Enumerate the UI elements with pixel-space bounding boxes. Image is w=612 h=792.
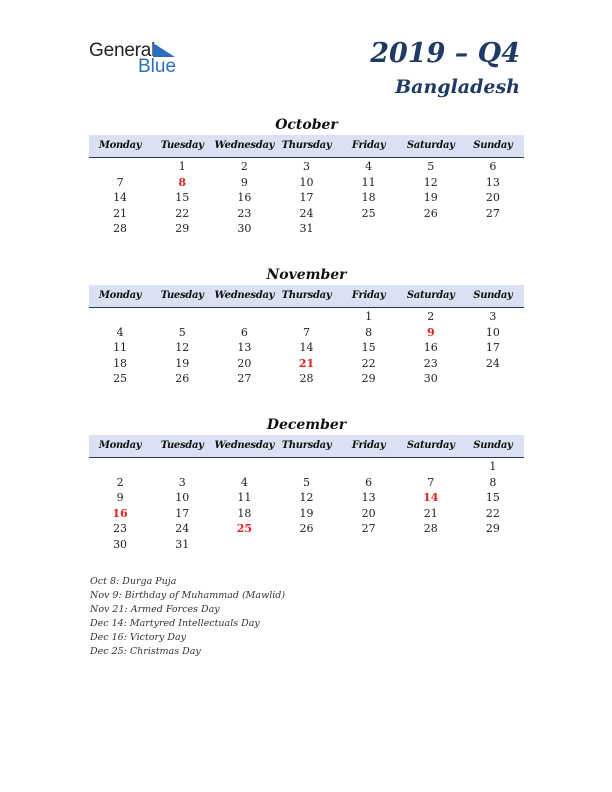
weekday-label: Tuesday <box>160 290 204 301</box>
weekday-label: Tuesday <box>160 440 204 451</box>
day-cell <box>462 371 524 387</box>
day-cell: 2 <box>240 160 248 173</box>
day-cell: 22 <box>175 206 190 220</box>
weekday-label: Saturday <box>406 440 455 451</box>
day-cell: 23 <box>237 206 252 220</box>
day-cell: 1 <box>489 460 497 473</box>
week-row <box>89 521 524 537</box>
day-cell <box>151 309 213 325</box>
day-cell <box>213 309 275 325</box>
day-cell: 19 <box>175 356 190 370</box>
week-row <box>89 159 524 175</box>
week-row <box>89 371 524 387</box>
day-cell <box>400 537 462 553</box>
holiday-note: Oct 8: Durga Puja <box>90 576 177 587</box>
day-cell: 2 <box>116 475 124 489</box>
day-cell: 8 <box>489 475 497 489</box>
day-cell <box>338 459 400 475</box>
day-cell <box>213 537 275 553</box>
day-cell: 5 <box>302 475 310 489</box>
day-cell: 19 <box>299 506 314 520</box>
day-cell: 14 <box>423 491 439 504</box>
day-cell: 27 <box>361 522 376 535</box>
day-cell: 29 <box>175 222 190 235</box>
day-cell: 25 <box>113 372 128 385</box>
week-row <box>89 490 524 506</box>
day-cell: 15 <box>175 191 190 204</box>
day-cell: 7 <box>427 475 435 489</box>
logo-triangle-icon <box>153 43 175 57</box>
day-cell: 12 <box>299 491 314 504</box>
day-cell: 2 <box>427 310 435 323</box>
weekday-label: Tuesday <box>160 140 204 151</box>
month-name: October <box>275 117 338 133</box>
week-row <box>89 325 524 341</box>
day-cell: 11 <box>361 175 376 189</box>
day-cell: 16 <box>423 341 438 354</box>
day-cell <box>275 309 337 325</box>
day-cell: 28 <box>299 372 314 385</box>
day-cell <box>338 221 400 237</box>
day-cell: 27 <box>485 206 500 220</box>
holiday-note: Dec 16: Victory Day <box>90 632 187 643</box>
day-cell: 21 <box>113 206 128 220</box>
weekday-label: Sunday <box>473 140 513 151</box>
weekday-label: Monday <box>98 290 142 301</box>
day-cell: 10 <box>175 491 190 504</box>
day-cell <box>338 537 400 553</box>
day-cell: 6 <box>489 160 497 173</box>
week-row <box>89 309 524 325</box>
day-cell: 19 <box>423 191 438 204</box>
holiday-note: Nov 9: Birthday of Muhammad (Mawlid) <box>90 590 286 601</box>
day-cell: 30 <box>423 372 438 385</box>
week-row <box>89 340 524 356</box>
weekday-header <box>89 435 524 458</box>
week-row <box>89 506 524 522</box>
day-cell: 31 <box>299 222 314 235</box>
week-rows <box>89 309 524 387</box>
day-cell: 30 <box>237 222 252 235</box>
logo-blue-text: Blue <box>138 56 177 77</box>
weekday-label: Friday <box>351 140 386 151</box>
day-cell: 1 <box>365 310 373 323</box>
weekday-label: Wednesday <box>214 140 275 151</box>
day-cell <box>275 537 337 553</box>
day-cell: 3 <box>489 310 497 323</box>
day-cell: 7 <box>116 175 124 189</box>
week-row <box>89 221 524 237</box>
weekday-label: Saturday <box>406 140 455 151</box>
day-cell: 15 <box>485 491 500 504</box>
day-cell: 29 <box>485 522 500 535</box>
month-0 <box>89 115 524 237</box>
holiday-note: Nov 21: Armed Forces Day <box>90 604 220 615</box>
day-cell: 4 <box>116 325 124 339</box>
day-cell: 21 <box>423 506 438 520</box>
weekday-label: Thursday <box>281 140 332 151</box>
holiday-note: Dec 25: Christmas Day <box>90 646 201 657</box>
day-cell: 16 <box>237 191 252 204</box>
day-cell: 3 <box>302 160 310 173</box>
day-cell: 4 <box>365 160 373 173</box>
day-cell: 28 <box>113 222 128 235</box>
day-cell <box>89 309 151 325</box>
day-cell <box>400 459 462 475</box>
weekday-header <box>89 135 524 158</box>
country-name: Bangladesh <box>395 76 520 98</box>
day-cell: 27 <box>237 372 252 385</box>
day-cell: 26 <box>299 522 314 535</box>
day-cell: 14 <box>113 191 128 204</box>
day-cell: 9 <box>240 175 248 189</box>
day-cell: 6 <box>365 475 373 489</box>
day-cell: 23 <box>423 356 438 370</box>
day-cell <box>275 459 337 475</box>
day-cell <box>462 221 524 237</box>
day-cell: 11 <box>237 491 252 504</box>
week-row <box>89 459 524 475</box>
holiday-note: Dec 14: Martyred Intellectuals Day <box>90 618 260 629</box>
week-rows <box>89 459 524 552</box>
day-cell <box>89 459 151 475</box>
day-cell: 29 <box>361 372 376 385</box>
day-cell: 17 <box>485 341 500 354</box>
weekday-label: Saturday <box>406 290 455 301</box>
week-row <box>89 537 524 553</box>
day-cell: 9 <box>426 325 435 339</box>
day-cell: 25 <box>236 522 252 535</box>
day-cell: 30 <box>113 537 128 551</box>
weekday-label: Wednesday <box>214 440 275 451</box>
day-cell: 12 <box>423 175 438 189</box>
day-cell: 5 <box>427 160 435 173</box>
day-cell: 14 <box>299 341 314 354</box>
logo-general-text: General <box>89 40 156 61</box>
month-1 <box>89 265 524 387</box>
day-cell <box>89 159 151 175</box>
weekday-label: Friday <box>351 290 386 301</box>
day-cell: 1 <box>178 160 186 173</box>
day-cell: 20 <box>485 191 500 204</box>
weekday-label: Sunday <box>473 440 513 451</box>
weekday-label: Monday <box>98 140 142 151</box>
weekday-label: Thursday <box>281 290 332 301</box>
day-cell: 9 <box>116 491 124 504</box>
day-cell: 3 <box>178 475 186 489</box>
day-cell: 28 <box>423 522 438 535</box>
day-cell: 8 <box>365 325 373 339</box>
day-cell: 11 <box>113 341 128 354</box>
day-cell: 20 <box>361 506 376 520</box>
holiday-notes <box>90 575 285 659</box>
week-row <box>89 206 524 222</box>
day-cell: 6 <box>240 325 248 339</box>
day-cell: 23 <box>113 522 128 535</box>
day-cell: 15 <box>361 341 376 354</box>
day-cell: 22 <box>361 356 376 370</box>
day-cell: 10 <box>299 175 314 189</box>
day-cell: 18 <box>361 191 376 204</box>
weekday-label: Sunday <box>473 290 513 301</box>
day-cell: 17 <box>175 506 190 520</box>
week-row <box>89 190 524 206</box>
day-cell: 26 <box>175 372 190 385</box>
weekday-header <box>89 285 524 308</box>
day-cell: 18 <box>237 506 252 520</box>
week-row <box>89 175 524 191</box>
week-rows <box>89 159 524 237</box>
weekday-label: Thursday <box>281 440 332 451</box>
day-cell: 8 <box>178 175 187 189</box>
day-cell: 17 <box>299 191 314 204</box>
day-cell: 20 <box>237 356 252 370</box>
day-cell: 16 <box>112 506 128 520</box>
day-cell <box>151 459 213 475</box>
day-cell: 12 <box>175 341 190 354</box>
week-row <box>89 475 524 491</box>
month-name: November <box>266 267 347 283</box>
page-title: 2019 – Q4 <box>370 38 520 69</box>
day-cell: 22 <box>485 506 500 520</box>
day-cell: 24 <box>485 356 500 370</box>
day-cell: 26 <box>423 206 438 220</box>
day-cell: 31 <box>175 537 190 551</box>
day-cell: 4 <box>240 475 248 489</box>
weekday-label: Wednesday <box>214 290 275 301</box>
day-cell: 7 <box>302 325 310 339</box>
day-cell: 13 <box>485 175 500 189</box>
day-cell: 13 <box>237 341 252 354</box>
day-cell: 24 <box>299 206 314 220</box>
week-row <box>89 356 524 372</box>
day-cell: 10 <box>485 325 500 339</box>
day-cell <box>213 459 275 475</box>
weekday-label: Monday <box>98 440 142 451</box>
day-cell: 25 <box>361 206 376 220</box>
day-cell <box>400 221 462 237</box>
month-2 <box>89 415 524 552</box>
month-name: December <box>266 417 347 433</box>
day-cell: 5 <box>178 325 186 339</box>
day-cell: 24 <box>175 522 190 535</box>
weekday-label: Friday <box>351 440 386 451</box>
day-cell: 18 <box>113 356 128 370</box>
day-cell <box>462 537 524 553</box>
day-cell: 21 <box>298 356 315 370</box>
day-cell: 13 <box>361 491 376 504</box>
